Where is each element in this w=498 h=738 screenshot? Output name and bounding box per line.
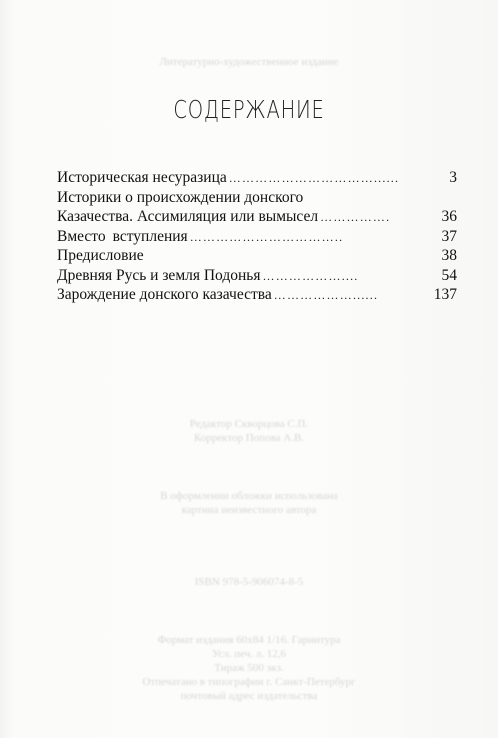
toc-entry-title-continuation: Казачества. Ассимиляция или вымысел (57, 208, 319, 225)
toc-leader-dots: ……………….... (262, 268, 359, 283)
bleed-through-text: почтовый адрес издательства (180, 690, 318, 702)
toc-entry-title: Историческая несуразица (57, 169, 227, 186)
toc-leader-dots: ………………...... (273, 288, 379, 302)
toc-entry-title: Предисловие (57, 247, 144, 264)
toc-entry-title: Историки о происхождении донского (57, 188, 304, 206)
bleed-through-text: Корректор Попова А.В. (193, 432, 305, 444)
bleed-through-text: В оформлении обложки использована (160, 490, 338, 502)
toc-entry-title: Зарождение донского казачества (57, 286, 272, 303)
toc-page-number: 36 (441, 208, 457, 225)
toc-entry (57, 207, 457, 227)
bleed-through-text: Отпечатано в типографии г. Санкт-Петербург (142, 676, 356, 688)
bleed-through-text: Редактор Скворцова С.П. (189, 418, 309, 430)
toc-entry-title: Древняя Русь и земля Подонья (57, 266, 261, 284)
toc-entry (57, 266, 457, 286)
bleed-through-text: Формат издания 60х84 1/16. Гарнитура (157, 634, 341, 646)
toc-entry (57, 168, 457, 188)
bleed-through-header: Литературно-художественное издание (159, 56, 339, 68)
toc-entry (57, 227, 457, 247)
toc-leader-dots: …………………………….. (189, 229, 344, 244)
bleed-through-text: Тираж 500 экз. (214, 662, 284, 674)
toc-page-number: 3 (449, 169, 457, 186)
page-title: СОДЕРЖАНИЕ (173, 95, 325, 124)
toc-page-number: 54 (441, 266, 457, 284)
toc-page-number: 137 (433, 286, 457, 303)
toc-entry (57, 246, 457, 266)
table-of-contents (57, 168, 457, 305)
toc-entry (57, 285, 457, 305)
toc-page-number: 38 (441, 247, 457, 264)
bleed-through-text: картина неизвестного автора (181, 504, 317, 516)
toc-leader-dots: ……………………………...... (228, 171, 400, 185)
bleed-through-text: ISBN 978-5-906074-8-5 (194, 576, 304, 588)
toc-leader-dots: ……………. (320, 210, 391, 224)
toc-page-number: 37 (441, 227, 457, 245)
toc-entry-title-word: вступления (112, 227, 188, 245)
bleed-through-text: Усл. печ. л. 12,6 (211, 648, 287, 660)
toc-entry-title: Вместо (57, 227, 106, 245)
